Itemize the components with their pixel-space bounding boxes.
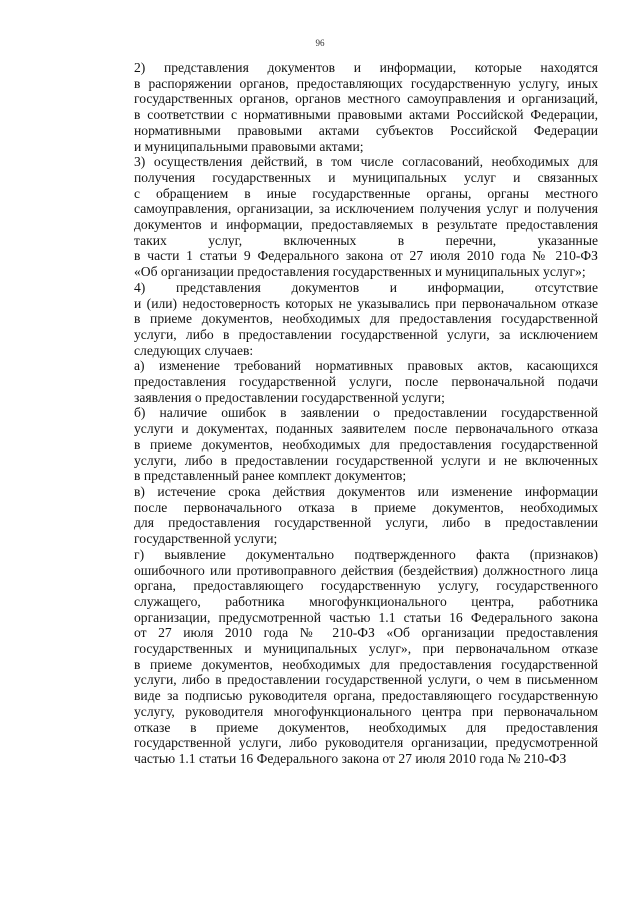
- text-line: 2) представления документов и информации, которые находятся: [134, 60, 598, 75]
- text-line: услугу, руководителя многофункционального центра при первоначальном: [134, 703, 598, 719]
- page-number: 96: [315, 38, 325, 48]
- text-line: 4) представления документов и информации, отсутствие: [134, 279, 598, 295]
- text-line: виде за подписью руководителя органа, предоставляющего государственную: [134, 688, 598, 704]
- text-line: таких услуг, включенных в перечни, указанные: [134, 232, 598, 248]
- text-line: а) изменение требований нормативных правовых актов, касающихся: [134, 358, 598, 374]
- text-line: государственной услуги, либо руководителя организации, предусмотренной: [134, 735, 598, 751]
- text-line: в приеме документов, необходимых для предоставления государственной: [134, 436, 598, 452]
- text-line: услуги и документах, поданных заявителем после первоначального отказа: [134, 421, 598, 437]
- text-line: и (или) недостоверность которых не указывались при первоначальном отказе: [134, 295, 598, 311]
- text-line: государственной услуги;: [134, 531, 278, 547]
- text-line: в приеме документов, необходимых для предоставления государственной: [134, 656, 598, 672]
- paragraph: [90, 484, 598, 547]
- text-line: частью 1.1 статьи 16 Федерального закона от 27 июля 2010 года № 210-ФЗ: [134, 750, 567, 766]
- text-line: с обращением в иные государственные органы, органы местного: [134, 185, 598, 201]
- text-line: от 27 июля 2010 года № 210-ФЗ «Об организации предоставления: [134, 625, 598, 641]
- text-line: в распоряжении органов, предоставляющих государственную услугу, иных: [134, 75, 598, 91]
- text-line: отказе в приеме документов, необходимых для предоставления: [134, 719, 598, 735]
- text-line: получения государственных и муниципальных услуг и связанных: [134, 169, 598, 185]
- text-line: 3) осуществления действий, в том числе согласований, необходимых для: [134, 154, 598, 170]
- text-line: государственных и муниципальных услуг», при первоначальном отказе: [134, 641, 598, 657]
- text-line: б) наличие ошибок в заявлении о предоставлении государственной: [134, 405, 598, 421]
- text-line: самоуправления, организации, за исключением получения услуг и получения: [134, 201, 598, 217]
- paragraph: [90, 280, 598, 359]
- text-line: г) выявление документально подтвержденного факта (признаков): [134, 546, 598, 562]
- paragraph: [90, 405, 598, 484]
- paragraph: [90, 358, 598, 405]
- text-line: следующих случаев:: [134, 342, 254, 358]
- text-line: ошибочного или противоправного действия (бездействия) должностного лица: [134, 562, 598, 578]
- document-body: [90, 60, 598, 767]
- text-line: предоставления государственной услуги, после первоначальной подачи: [134, 374, 598, 390]
- text-line: в соответствии с нормативными правовыми актами Российской Федерации,: [134, 107, 598, 123]
- text-line: услуги, либо в предоставлении государственной услуги и не включенных: [134, 452, 598, 468]
- text-line: и муниципальными правовыми актами;: [134, 138, 364, 154]
- text-line: в) истечение срока действия документов или изменение информации: [134, 483, 598, 499]
- text-line: служащего, работника многофункционального центра, работника: [134, 593, 598, 609]
- paragraph: [90, 547, 598, 767]
- text-line: «Об организации предоставления государственных и муниципальных услуг»;: [134, 264, 586, 280]
- text-line: заявления о предоставлении государственной услуги;: [134, 389, 445, 405]
- text-line: в части 1 статьи 9 Федерального закона от 27 июля 2010 года № 210-ФЗ: [134, 248, 598, 264]
- paragraph: [90, 154, 598, 280]
- text-line: услуги, либо в предоставлении государственной услуги, за исключением: [134, 326, 598, 342]
- text-line: для предоставления государственной услуги, либо в предоставлении: [134, 515, 598, 531]
- text-line: услуги, либо в предоставлении государственной услуги, о чем в письменном: [134, 672, 598, 688]
- text-line: государственных органов, органов местного самоуправления и организаций,: [134, 91, 598, 107]
- paragraph: [90, 60, 598, 154]
- text-line: в приеме документов, необходимых для предоставления государственной: [134, 311, 598, 327]
- text-line: документов и информации, предоставляемых в результате предоставления: [134, 217, 598, 233]
- text-line: в представленный ранее комплект документов;: [134, 468, 407, 484]
- text-line: органа, предоставляющего государственную услугу, государственного: [134, 578, 598, 594]
- text-line: нормативными правовыми актами субъектов Российской Федерации: [134, 122, 598, 138]
- text-line: организации, предусмотренной частью 1.1 статьи 16 Федерального закона: [134, 609, 598, 625]
- text-line: после первоначального отказа в приеме документов, необходимых: [134, 499, 598, 515]
